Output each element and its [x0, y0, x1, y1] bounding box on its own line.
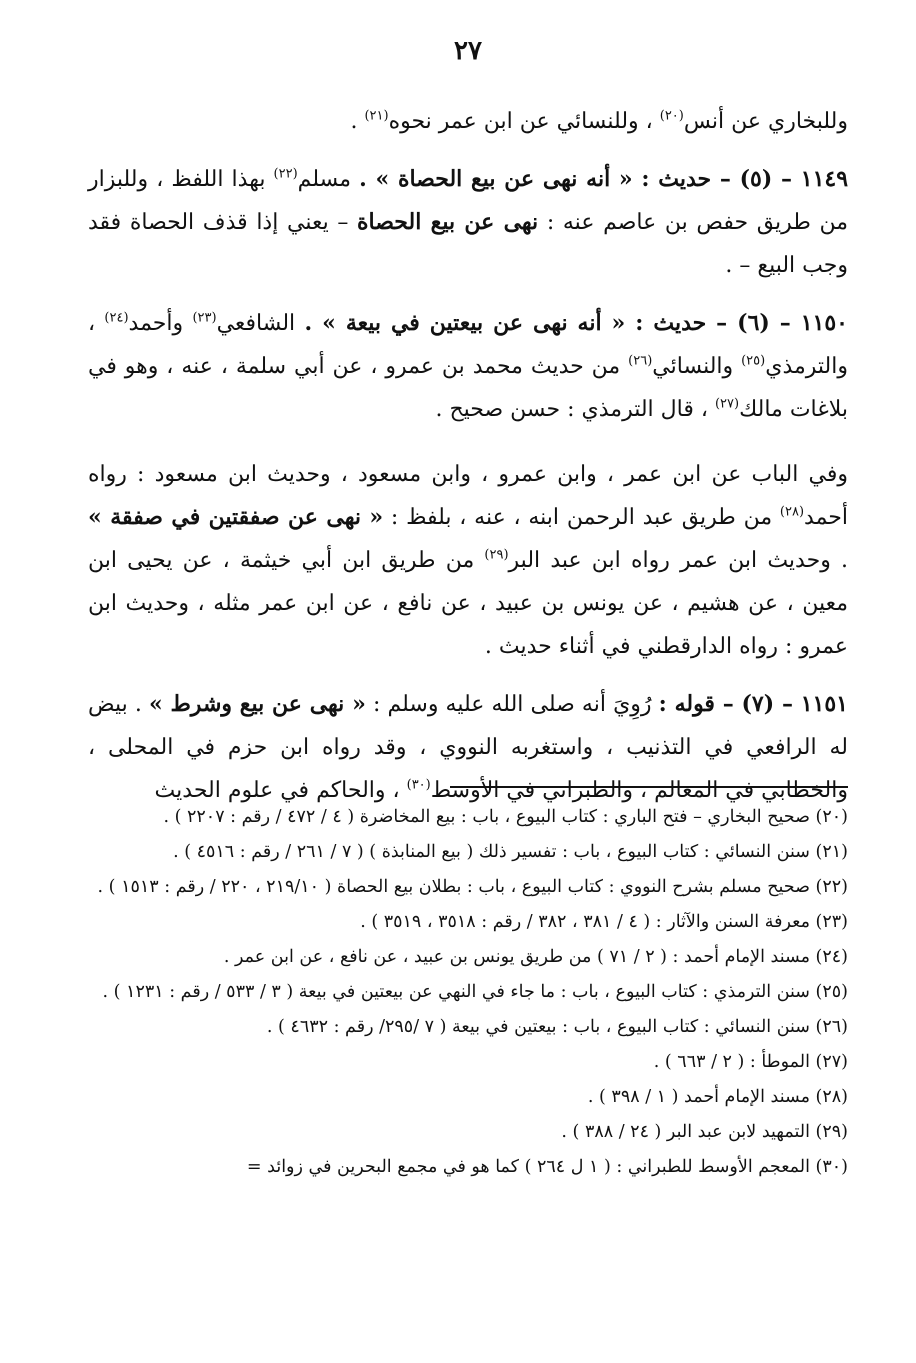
text-run: . بيض له الرافعي في التذنيب ، واستغربه النووي ، وقد رواه ابن حزم في المحلى ، والخطابي في المعالم ، والطبراني في الأوسط — [88, 692, 848, 803]
bold-quote: « نهى عن صفقتين في صفقة » — [88, 504, 384, 530]
footnote-27: (٢٧) الموطأ : ( ٢ / ٦٦٣ ) . — [653, 1052, 848, 1072]
text-run: من حديث محمد بن عمرو ، عن أبي سلمة ، عنه ، وهو في بلاغات مالك — [88, 354, 848, 422]
text-run: مسلم — [297, 167, 360, 192]
paragraph-intro — [88, 100, 848, 143]
footnote-26: (٢٦) سنن النسائي : كتاب البيوع ، باب : بيعتين في بيعة ( ٧ /٢٩٥/ رقم : ٤٦٣٢ ) . — [266, 1017, 848, 1037]
footnote-25: (٢٥) سنن الترمذي : كتاب البيوع ، باب : ما جاء في النهي عن بيعتين في بيعة ( ٣ / ٥٣٣ / رقم : ١٢٣١ ) . — [102, 982, 848, 1002]
footnote-24: (٢٤) مسند الإمام أحمد : ( ٢ / ٧١ ) من طريق يونس بن عبيد ، عن نافع ، عن ابن عمر . — [223, 947, 848, 967]
bold-quote: « نهى عن بيع وشرط » — [148, 691, 366, 717]
page-number: ٢٧ — [454, 36, 482, 66]
footnote-20: (٢٠) صحيح البخاري – فتح الباري : كتاب البيوع ، باب : بيع المخاضرة ( ٤ / ٤٧٢ / رقم : ٢٢٠٧ ) . — [163, 807, 848, 827]
footnote-ref-23: (٢٣) — [192, 310, 217, 326]
main-text — [88, 100, 848, 827]
text-run: ، قال الترمذي : حسن صحيح . — [435, 397, 715, 422]
text-run: ، والحاكم في علوم الحديث — [154, 778, 407, 803]
footnote-ref-30: (٣٠) — [406, 777, 431, 793]
footnote-ref-25: (٢٥) — [741, 353, 766, 369]
paragraph-related-narrations — [88, 453, 848, 668]
hadith-heading: ١١٥١ – (٧) – قوله : — [658, 691, 848, 717]
footnote-28: (٢٨) مسند الإمام أحمد ( ١ / ٣٩٨ ) . — [587, 1087, 848, 1107]
footnote-ref-28: (٢٨) — [779, 504, 805, 520]
footnote-21: (٢١) سنن النسائي : كتاب البيوع ، باب : تفسير ذلك ( بيع المنابذة ) ( ٧ / ٢٦١ / رقم : ٤٥١٦ ) . — [173, 842, 848, 862]
text-run: بهذا اللفظ ، وللبزار من طريق حفص بن عاصم عنه : — [88, 167, 849, 235]
text-run: والنسائي — [652, 354, 742, 379]
text-run: وأحمد — [128, 311, 193, 336]
footnote-ref-26: (٢٦) — [628, 353, 653, 369]
paragraph-hadith-1150 — [88, 302, 848, 431]
footnotes — [88, 800, 848, 1185]
footnote-ref-21: (٢١) — [364, 108, 389, 124]
text-run: رُوِيَ أنه صلى الله عليه وسلم : — [365, 692, 659, 717]
footnote-23: (٢٣) معرفة السنن والآثار : ( ٤ / ٣٨١ ، ٣٨٢ / رقم : ٣٥١٨ ، ٣٥١٩ ) . — [360, 912, 848, 932]
text-run: وفي الباب عن ابن عمر ، وابن عمرو ، وابن مسعود ، وحديث ابن مسعود : رواه أحمد — [88, 462, 848, 530]
bold-quote: نهى عن بيع الحصاة — [356, 209, 539, 235]
text-run: من طريق ابن أبي خيثمة ، عن يحيى ابن معين ، عن هشيم ، عن يونس بن عبيد ، عن نافع ، عن ابن عمر مثله ، وحديث ابن عمرو : رواه الدارقطني في أثناء حديث . — [88, 548, 848, 659]
paragraph-hadith-1151 — [88, 683, 848, 812]
paragraph-hadith-1149 — [88, 158, 848, 287]
footnote-divider — [450, 786, 848, 788]
footnote-30: (٣٠) المعجم الأوسط للطبراني : ( ١ ل ٢٦٤ ) كما هو في مجمع البحرين في زوائد = — [246, 1157, 848, 1177]
footnote-ref-29: (٢٩) — [484, 547, 509, 563]
footnote-ref-22: (٢٢) — [273, 166, 298, 182]
text-run: الشافعي — [216, 311, 305, 336]
footnote-29: (٢٩) التمهيد لابن عبد البر ( ٢٤ / ٣٨٨ ) . — [561, 1122, 848, 1142]
footnote-ref-27: (٢٧) — [714, 396, 740, 412]
footnote-ref-20: (٢٠) — [659, 108, 684, 124]
text-run: وللبخاري عن أنس — [683, 109, 848, 134]
hadith-heading: ١١٤٩ – (٥) – حديث : « أنه نهى عن بيع الحصاة » . — [359, 166, 849, 192]
text-run: ، والترمذي — [88, 311, 848, 379]
hadith-heading: ١١٥٠ – (٦) – حديث : « أنه نهى عن بيعتين في بيعة » . — [304, 310, 848, 336]
footnote-22: (٢٢) صحيح مسلم بشرح النووي : كتاب البيوع ، باب : بطلان بيع الحصاة ( ٢١٩/١٠ ، ٢٢٠ / رقم : ١٥١٣ ) . — [97, 877, 848, 897]
text-run: . — [350, 109, 365, 134]
text-run: من طريق عبد الرحمن ابنه ، عنه ، بلفظ : — [383, 505, 780, 530]
footnote-ref-24: (٢٤) — [104, 310, 129, 326]
text-run: ، وللنسائي عن ابن عمر نحوه — [388, 109, 660, 134]
text-run: – يعني إذا قذف الحصاة فقد وجب البيع – . — [88, 210, 848, 278]
text-run: . وحديث ابن عمر رواه ابن عبد البر — [508, 548, 848, 573]
